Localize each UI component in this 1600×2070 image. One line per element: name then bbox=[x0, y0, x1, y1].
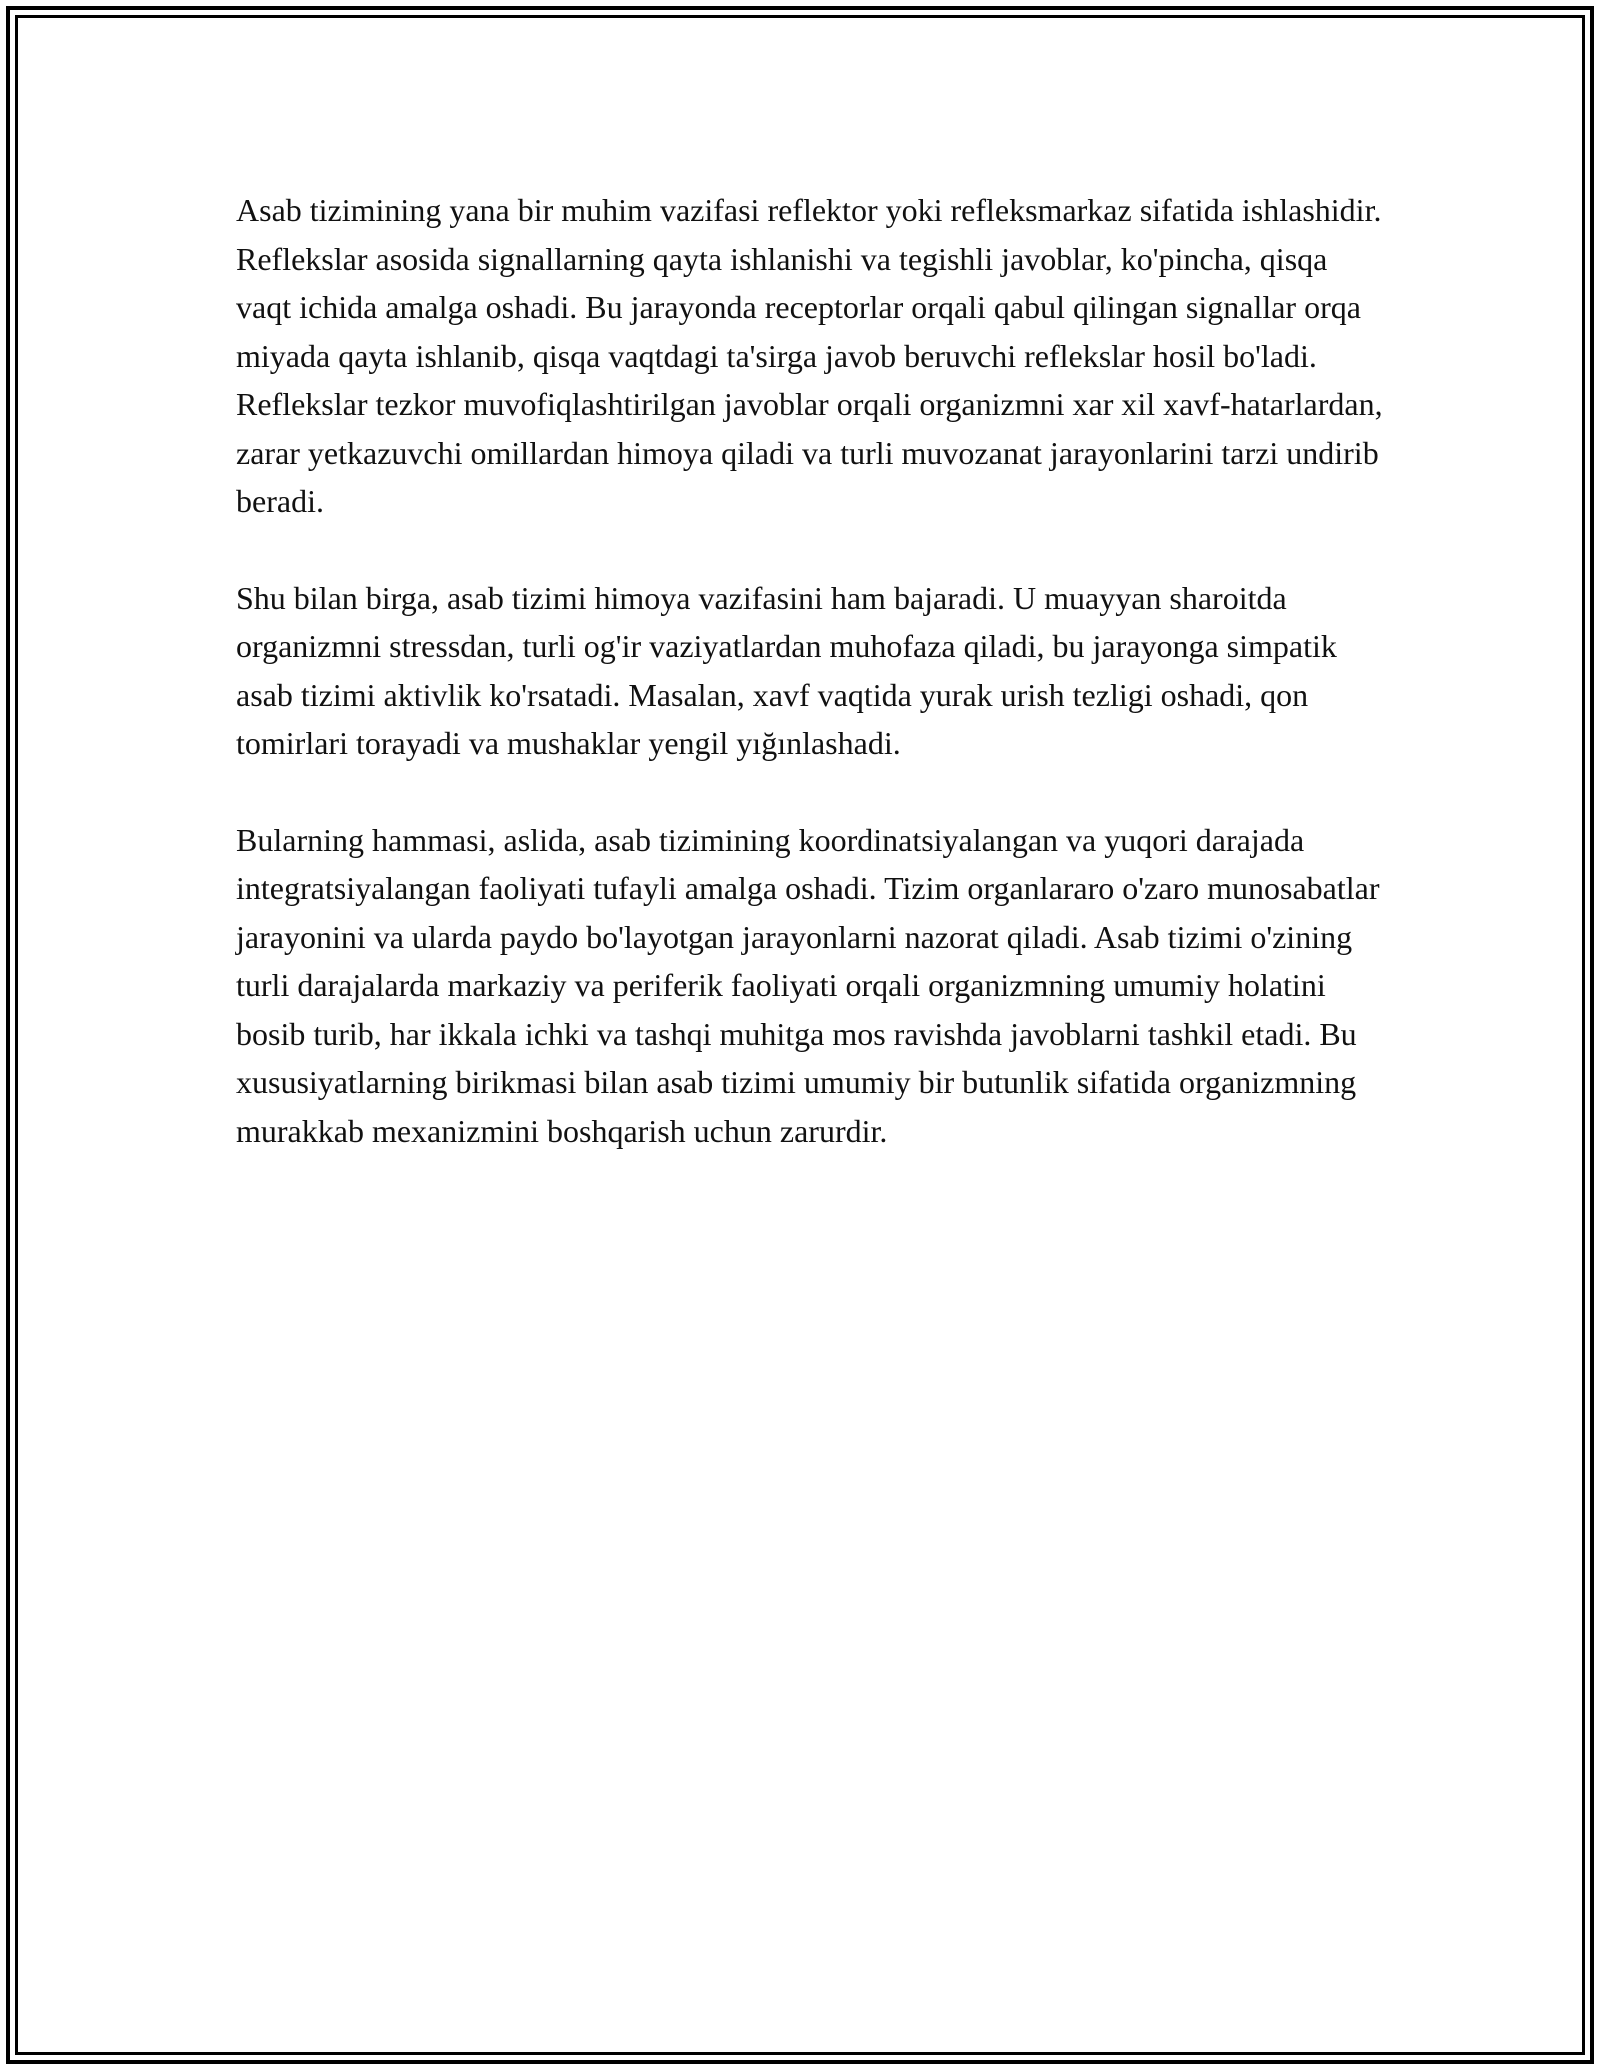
paragraph-reflex-function: Asab tizimining yana bir muhim vazifasi reflektor yoki refleksmarkaz sifatida ishlashidir. Reflekslar asosida signallarning qayta ishlanishi va tegishli javoblar, ko'pincha, qisqa vaqt ichida amalga oshadi. Bu jarayonda receptorlar orqali qabul qilingan signallar orqa miyada qayta ishlanib, qisqa vaqtdagi ta'sirga javob beruvchi reflekslar hosil bo'ladi. Reflekslar tezkor muvofiqlashtirilgan javoblar orqali organizmni xar xil xavf-hatarlardan, zarar yetkazuvchi omillardan himoya qiladi va turli muvozanat jarayonlarini tarzi undirib beradi. bbox=[236, 192, 1383, 519]
document-body bbox=[236, 186, 1386, 1203]
paragraph-protective-function: Shu bilan birga, asab tizimi himoya vazifasini ham bajaradi. U muayyan sharoitda organizmni stressdan, turli og'ir vaziyatlardan muhofaza qiladi, bu jarayonga simpatik asab tizimi aktivlik ko'rsatadi. Masalan, xavf vaqtida yurak urish tezligi oshadi, qon tomirlari torayadi va mushaklar yengil yığınlashadi. bbox=[236, 579, 1337, 761]
paragraph-integration-summary: Bularning hammasi, aslida, asab tizimining koordinatsiyalangan va yuqori darajada integratsiyalangan faoliyati tufayli amalga oshadi. Tizim organlararo o'zaro munosabatlar jarayonini va ularda paydo bo'layotgan jarayonlarni nazorat qiladi. Asab tizimi o'zining turli darajalarda markaziy va periferik faoliyati orqali organizmning umumiy holatini bosib turib, har ikkala ichki va tashqi muhitga mos ravishda javoblarni tashkil etadi. Bu xususiyatlarning birikmasi bilan asab tizimi umumiy bir butunlik sifatida organizmning murakkab mexanizmini boshqarish uchun zarurdir. bbox=[236, 821, 1380, 1149]
